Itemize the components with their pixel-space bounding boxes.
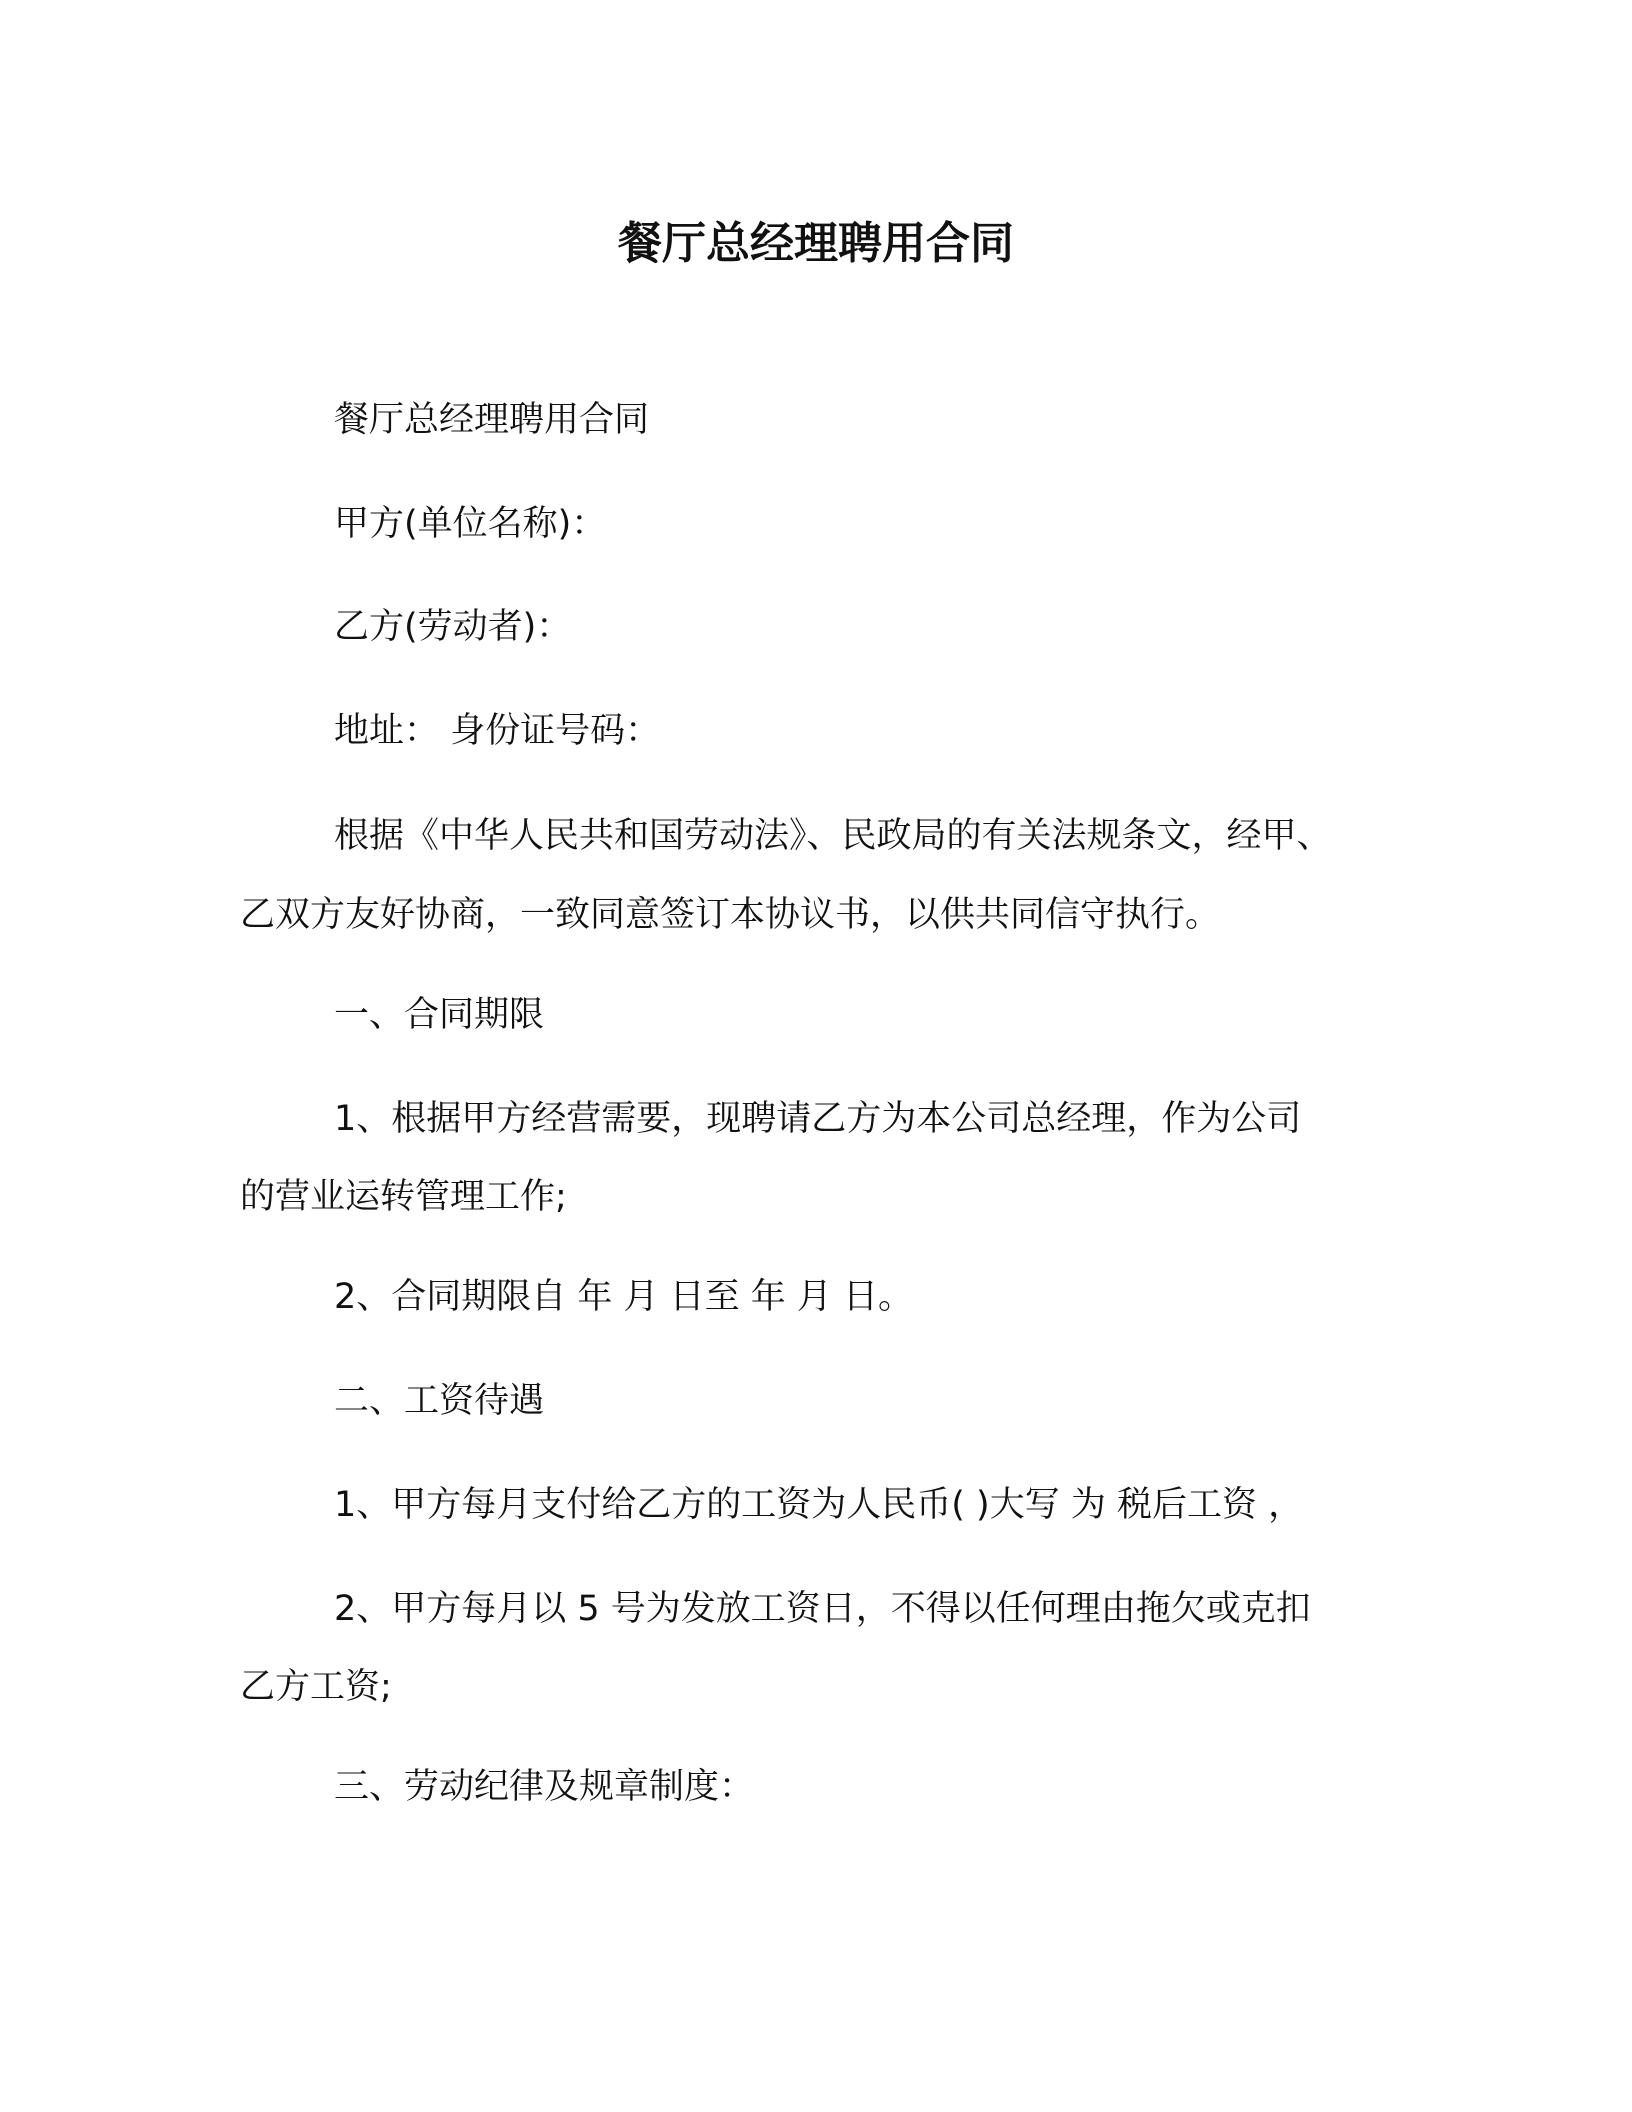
preamble-line-1: 根据《中华人民共和国劳动法》、民政局的有关法规条文，经甲、 [334,816,1332,856]
section-2-item-2-line-1: 2、甲方每月以 5 号为发放工资日，不得以任何理由拖欠或克扣 [334,1589,1311,1629]
section-1-heading: 一、合同期限 [334,995,545,1035]
party-b-line: 乙方(劳动者)： [334,607,572,647]
section-2-item-1: 1、甲方每月支付给乙方的工资为人民币( )大写 为 税后工资 ， [334,1485,1304,1525]
preamble-line-2: 乙双方友好协商，一致同意签订本协议书，以供共同信守执行。 [240,895,1221,935]
section-3-heading: 三、劳动纪律及规章制度： [334,1767,755,1807]
section-1-item-2: 2、合同期限自 年 月 日至 年 月 日。 [334,1277,914,1317]
section-2-item-2-line-2: 乙方工资; [240,1667,392,1707]
section-1-item-1-line-1: 1、根据甲方经营需要，现聘请乙方为本公司总经理，作为公司 [334,1099,1302,1139]
section-2-heading: 二、工资待遇 [334,1381,545,1421]
document-title: 餐厅总经理聘用合同 [618,218,1014,269]
contract-subtitle: 餐厅总经理聘用合同 [334,400,650,440]
party-a-line: 甲方(单位名称)： [334,504,607,544]
address-id-line: 地址： 身份证号码： [334,711,661,751]
section-1-item-1-line-2: 的营业运转管理工作; [240,1177,567,1217]
